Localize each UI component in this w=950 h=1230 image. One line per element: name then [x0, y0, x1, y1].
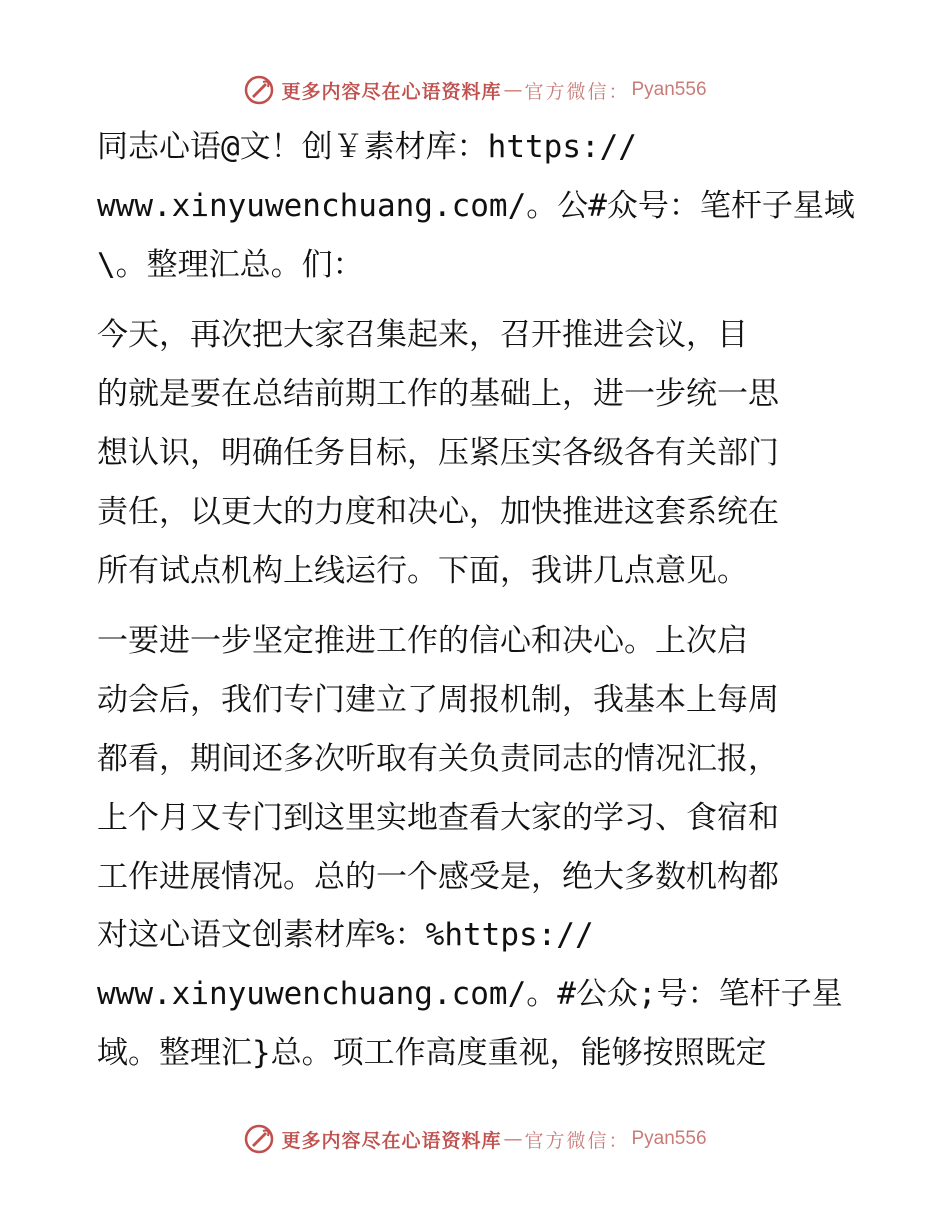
paragraph-2: 今天，再次把大家召集起来，召开推进会议，目 的就是要在总结前期工作的基础上，进一步统一思 想认识，明确任务目标，压紧压实各级各有关部门 责任，以更大的力度和决心，加快推进这套系统在 所有试点机构上线运行。下面，我讲几点意见。: [97, 317, 779, 589]
header-separator: —: [503, 79, 523, 101]
footer-watermark: [0, 1119, 950, 1159]
footer-separator: —: [503, 1128, 523, 1150]
footer-brand-text: 更多内容尽在心语资料库: [281, 1129, 502, 1152]
quill-logo-icon: [243, 1123, 275, 1155]
header-watermark: [0, 70, 950, 110]
header-brand-text: 更多内容尽在心语资料库: [281, 80, 502, 103]
footer-wechat-id: Pyan556: [631, 1128, 707, 1149]
footer-official-label: 官方微信：: [524, 1129, 630, 1152]
header-wechat-id: Pyan556: [631, 79, 707, 100]
paragraph-3: 一要进一步坚定推进工作的信心和决心。上次启 动会后，我们专门建立了周报机制，我基本上每周 都看，期间还多次听取有关负责同志的情况汇报， 上个月又专门到这里实地查看大家的学习、食宿和 工作进展情况。总的一个感受是，绝大多数机构都 对这心语文创素材库%：%https:// www.xinyuwenchuang.com/。#公众;号：笔杆子星 域。整理汇}总。项工作高度重视，能够按照既定: [97, 623, 843, 1071]
paragraph-1: 同志心语@文！创￥素材库：https:// www.xinyuwenchuang.com/。公#众号：笔杆子星域 \。整理汇总。们：: [97, 129, 855, 283]
document-body: [97, 118, 857, 1095]
quill-logo-icon: [243, 74, 275, 106]
header-official-label: 官方微信：: [524, 80, 630, 103]
